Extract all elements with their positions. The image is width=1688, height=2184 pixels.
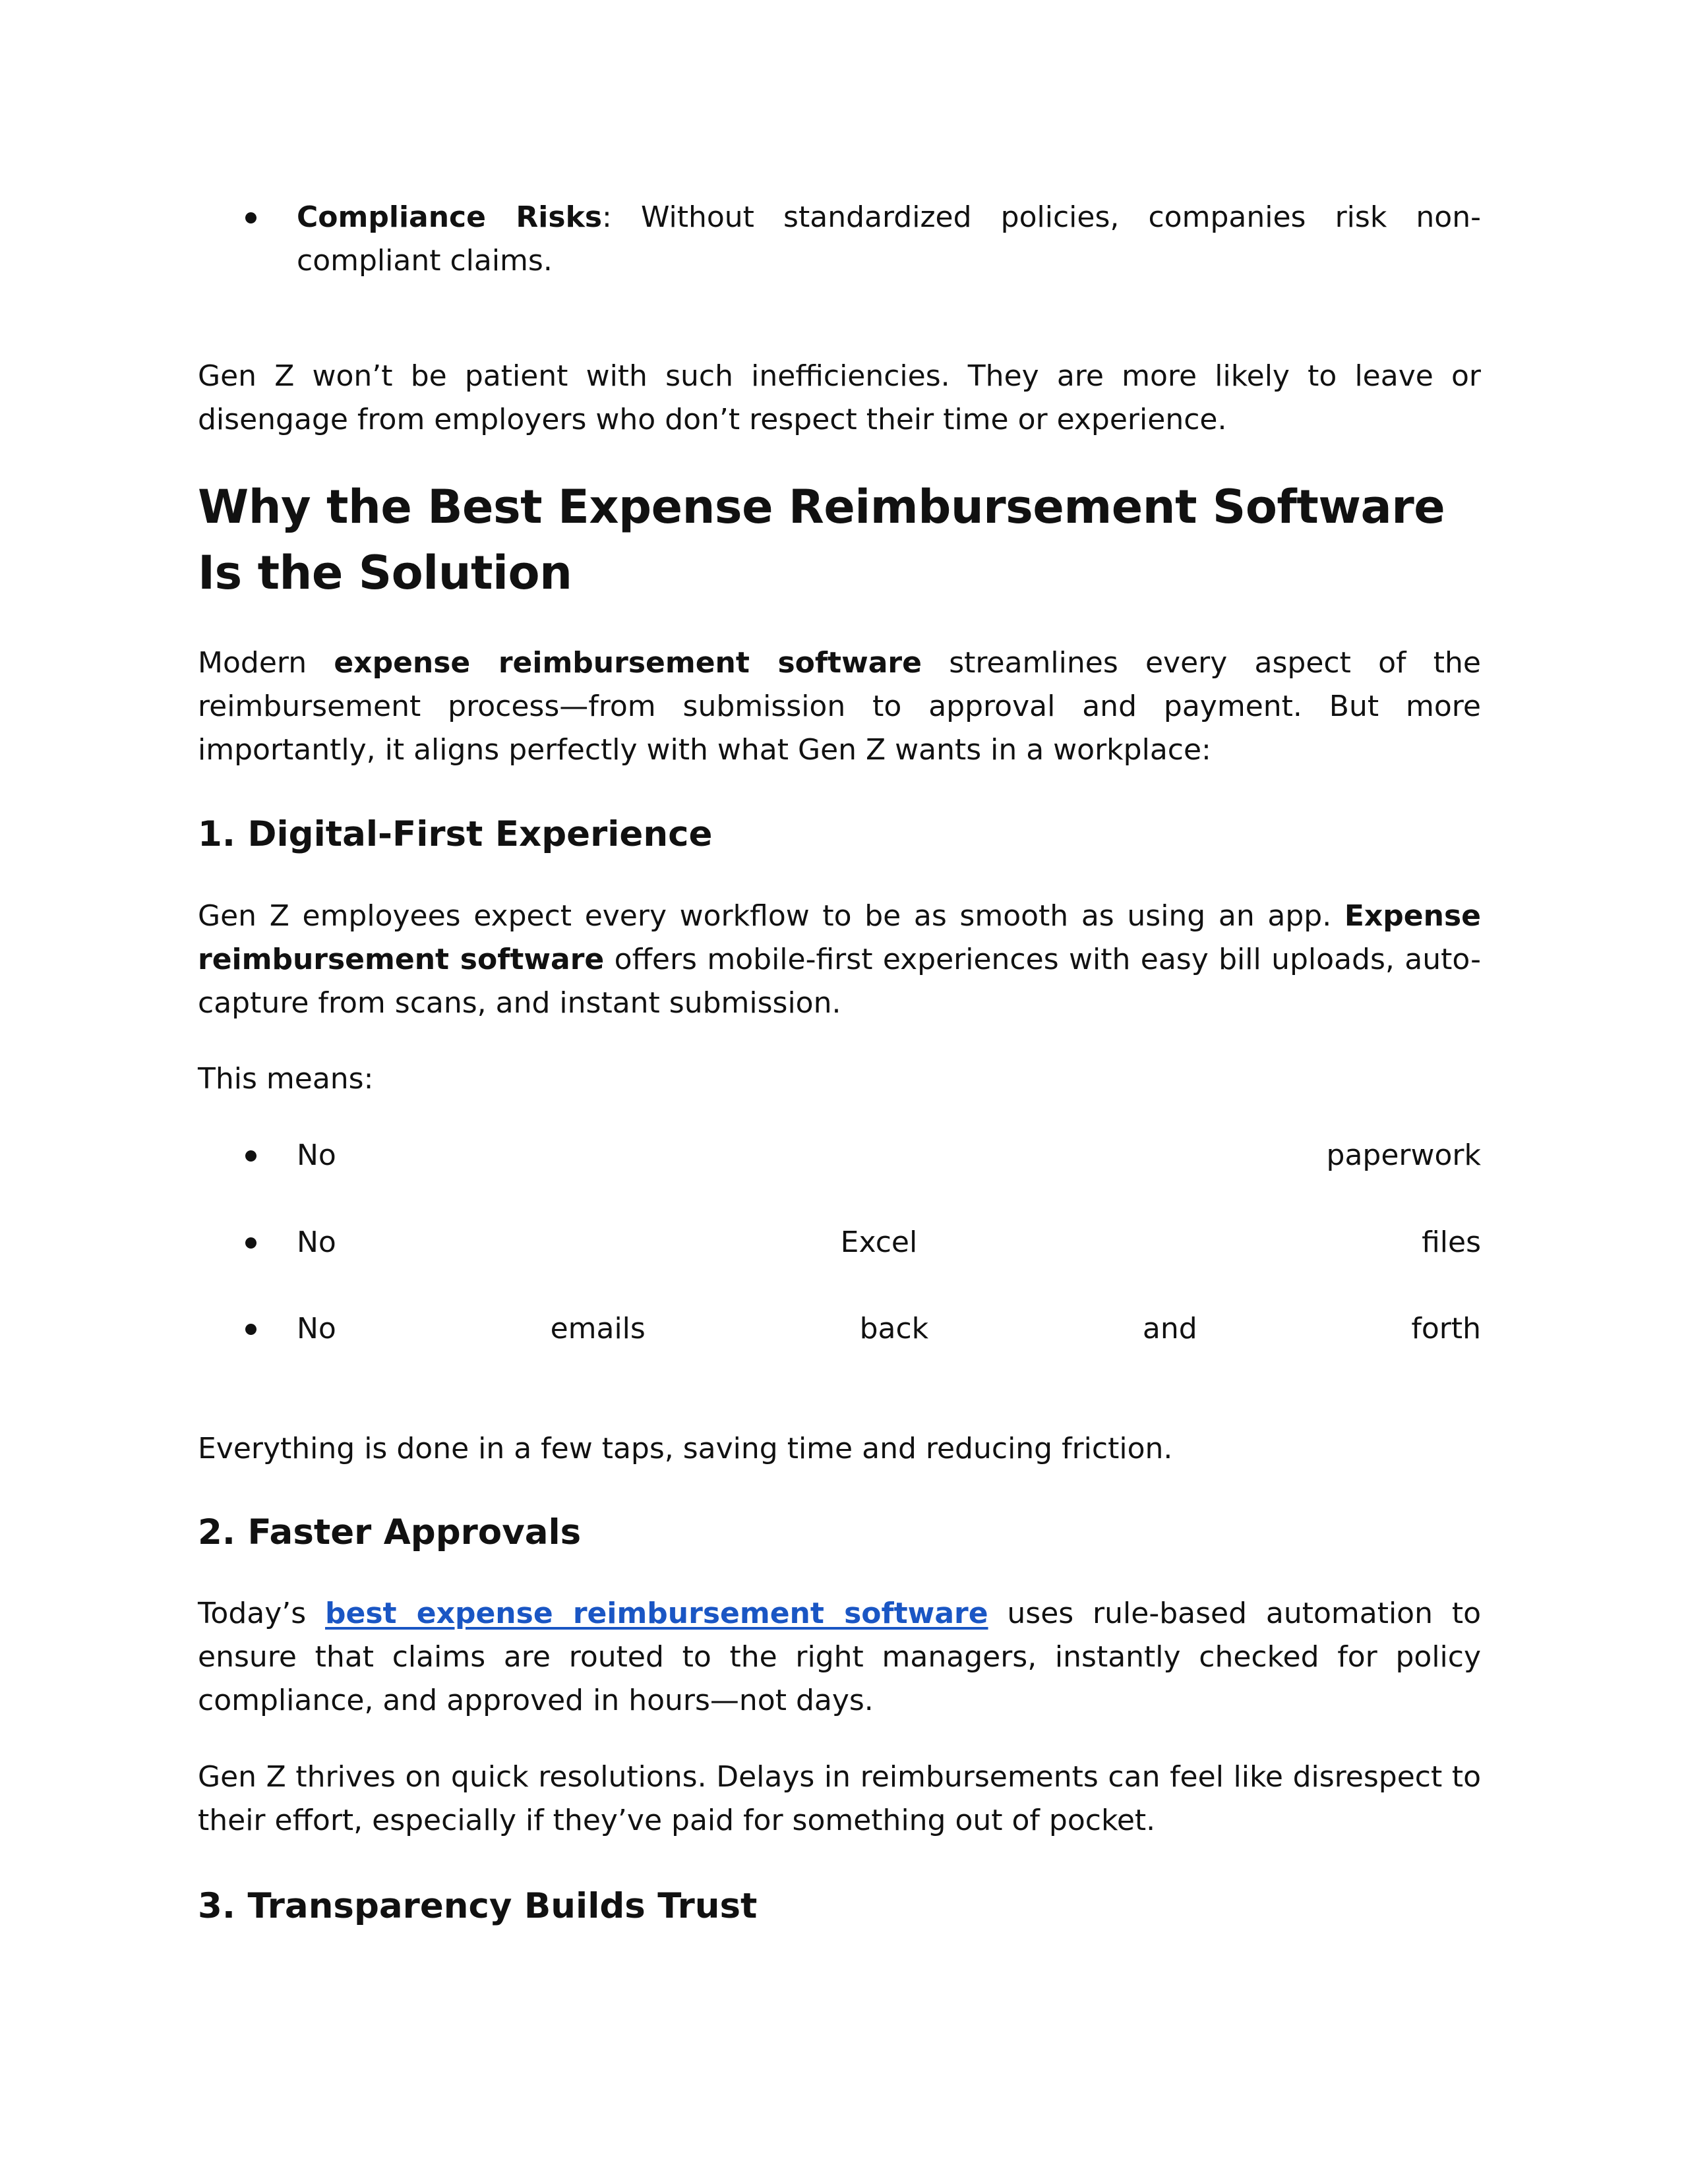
- section1-heading: 1. Digital-First Experience: [198, 814, 713, 854]
- bullet-word: paperwork: [1326, 1138, 1481, 1172]
- bullet-word: and: [1142, 1312, 1197, 1345]
- compliance-risks-label: Compliance Risks: [297, 200, 603, 234]
- section1-summary: [198, 1427, 1481, 1471]
- genz-patience-text: Gen Z won’t be patient with such inefficiencies. They are more likely to leave or disengage from employers who don’t respect their time or experience.: [198, 359, 1481, 436]
- modern-pre: Modern: [198, 646, 334, 680]
- section3-heading: 3. Transparency Builds Trust: [198, 1886, 758, 1926]
- best-software-link[interactable]: best expense reimbursement software: [325, 1597, 988, 1630]
- list-item: [198, 1221, 1481, 1264]
- bullet-word: No: [297, 1225, 336, 1259]
- section2-heading-block: [198, 1510, 1481, 1556]
- modern-post: streamlines every aspect of the reimbursement process—from submission to approval and payment. But more importantly, it aligns perfectly with what Gen Z wants in a workplace:: [198, 646, 1481, 767]
- this-means-text: This means:: [198, 1062, 374, 1096]
- this-means-block: [198, 1057, 1481, 1101]
- section1-post: offers mobile-first experiences with easy bill uploads, auto-capture from scans, and instant submission.: [198, 943, 1481, 1020]
- section1-paragraph: [198, 895, 1481, 1025]
- main-heading-block: [198, 474, 1481, 606]
- bullet-word: emails: [550, 1312, 646, 1345]
- section2-pre: Today’s: [198, 1597, 326, 1630]
- bullet-word: forth: [1411, 1312, 1481, 1345]
- section1-heading-block: [198, 812, 1481, 858]
- section2-paragraph: [198, 1592, 1481, 1723]
- bullet-word: No: [297, 1312, 336, 1345]
- compliance-risks-text: [297, 196, 1481, 283]
- modern-bold: expense reimbursement software: [334, 646, 922, 680]
- bullet-word: back: [859, 1312, 929, 1345]
- section2-paragraph2-text: Gen Z thrives on quick resolutions. Delays in reimbursements can feel like disrespect to their effort, especially if they’ve paid for something out of pocket.: [198, 1760, 1481, 1837]
- bullet-word: No: [297, 1138, 336, 1172]
- section2-heading: 2. Faster Approvals: [198, 1512, 582, 1552]
- list-item: [198, 1307, 1481, 1351]
- bullet-dot: [245, 212, 256, 223]
- compliance-risks-description: : Without standardized policies, companies risk non-compliant claims.: [297, 200, 1481, 278]
- bullet-dot: [245, 1237, 256, 1249]
- section2-paragraph2: [198, 1756, 1481, 1843]
- bullet-dot: [245, 1324, 256, 1335]
- section1-summary-text: Everything is done in a few taps, saving time and reducing friction.: [198, 1432, 1173, 1465]
- list-item: [198, 1134, 1481, 1177]
- section1-bold: Expense reimbursement software: [198, 899, 1481, 976]
- modern-paragraph: [198, 641, 1481, 772]
- modern-paragraph-text: [198, 641, 1481, 772]
- genz-patience-paragraph: [198, 355, 1481, 442]
- section3-heading-block: [198, 1883, 1481, 1930]
- bullet-word: Excel: [840, 1225, 918, 1259]
- compliance-risks-bullet: [198, 196, 1481, 288]
- section1-paragraph-text: [198, 895, 1481, 1025]
- section1-pre: Gen Z employees expect every workflow to be as smooth as using an app.: [198, 899, 1344, 933]
- section2-paragraph-text: [198, 1592, 1481, 1723]
- bullet-dot: [245, 1150, 256, 1162]
- section2-post: uses rule-based automation to ensure that claims are routed to the right managers, instantly checked for policy compliance, and approved in hours—not days.: [198, 1597, 1481, 1717]
- main-heading: Why the Best Expense Reimbursement Software Is the Solution: [198, 480, 1445, 600]
- bullet-word: files: [1422, 1225, 1481, 1259]
